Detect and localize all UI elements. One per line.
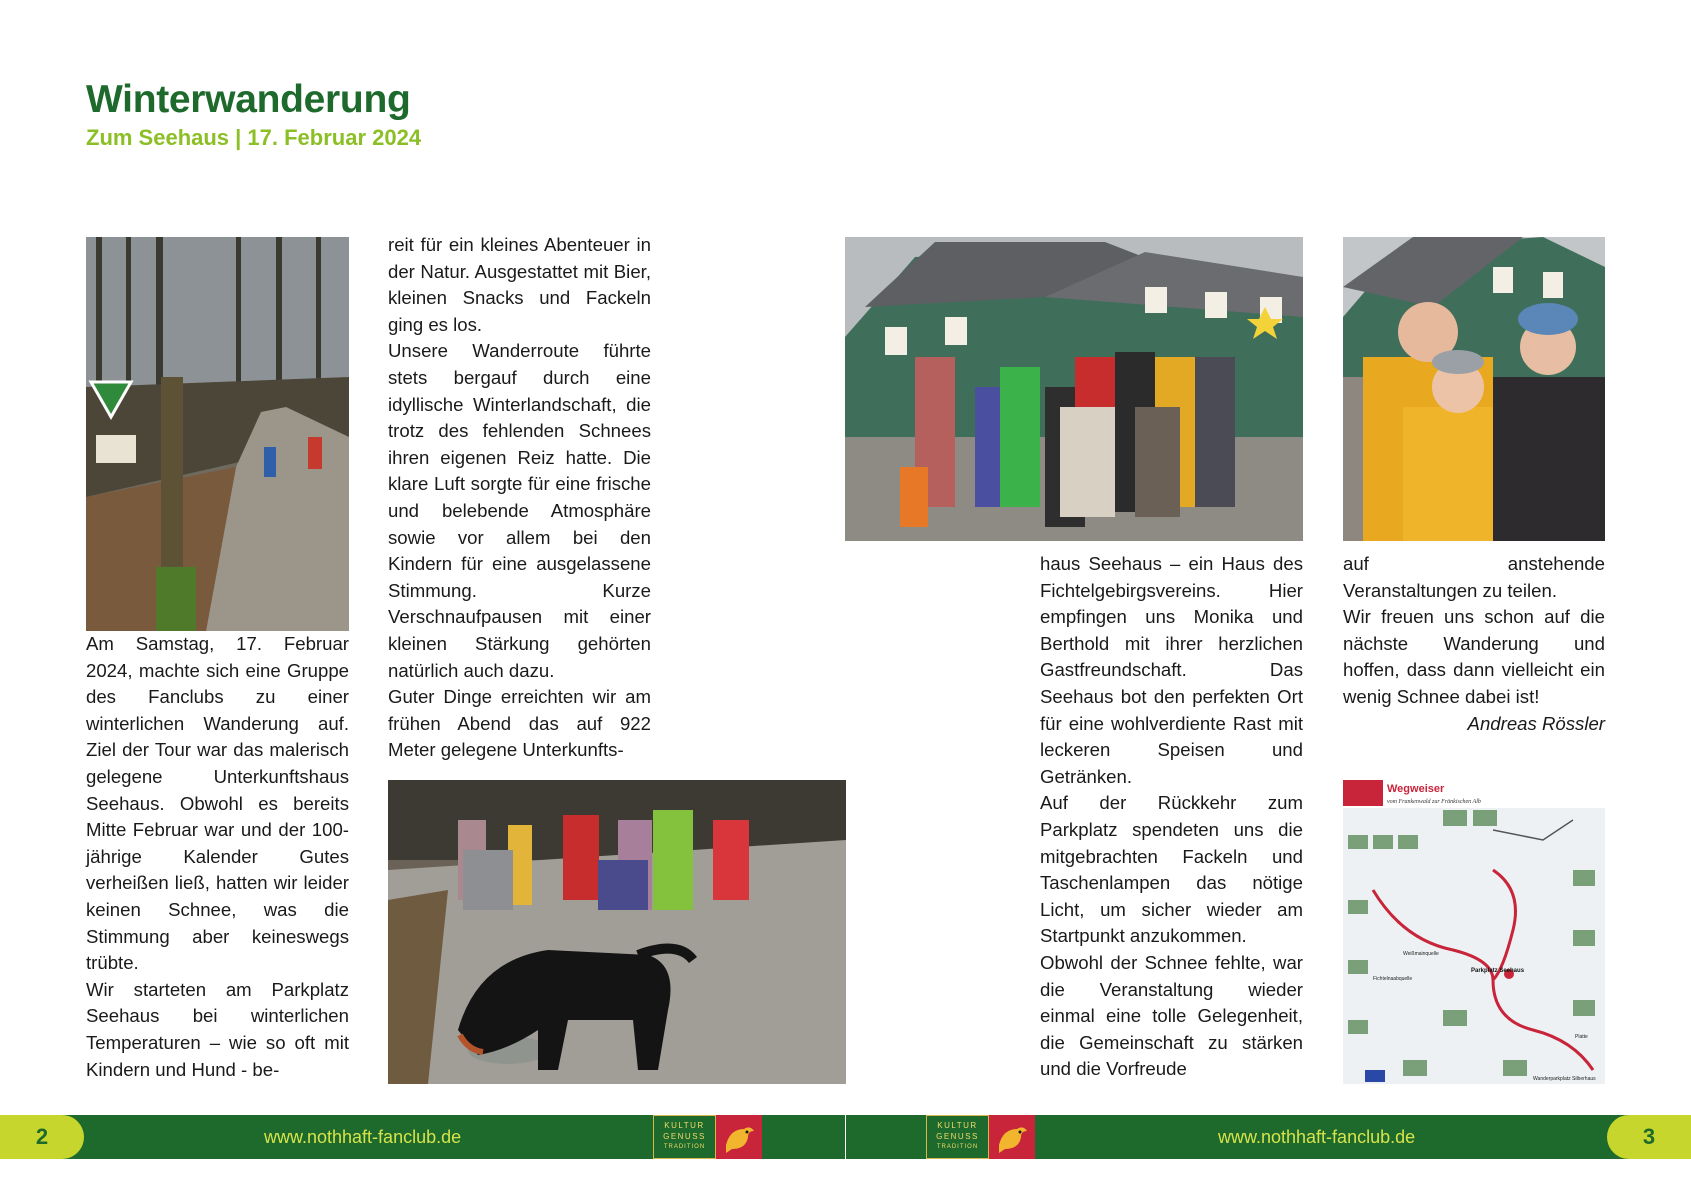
author-name: Andreas Rössler: [1467, 712, 1605, 734]
page-subtitle: Zum Seehaus | 17. Februar 2024: [86, 125, 422, 150]
paragraph: haus Seehaus – ein Haus des Fichtelgebirgsvereins. Hier empfingen uns Monika und Berthold mit ihrer herzlichen Gastfreundschaft. Das Seehaus bot den perfekten Ort für eine wohlverdiente Rast mit leckeren Speisen und Getränken.: [1040, 553, 1303, 787]
map-sign-heading: Wegweiser: [1387, 783, 1445, 795]
article-column-1: [86, 631, 349, 1083]
article-column-3: [1040, 551, 1303, 1083]
page-title: Winterwanderung: [86, 78, 411, 121]
paragraph: Unsere Wanderroute führte stets bergauf durch eine idyllische Winterlandschaft, die trotz des fehlenden Schnees ihren eigenen Reiz hatte. Die klare Luft sorgte für eine frische und belebende Atmosphäre sowie vor allem bei den Kindern für eine ausgelassene Stimmung. Kurze Verschnaufpausen mit einer kleinen Stärkung gehörten natürlich auch dazu.: [388, 340, 651, 681]
map-label-parkplatz: Parkplatz Seehaus: [1471, 968, 1525, 974]
map-label-silberhaus: Wanderparkplatz Silberhaus: [1533, 1076, 1596, 1082]
map-label-weissmain: Weißmainquelle: [1403, 951, 1439, 957]
photo-group-seehaus: [845, 237, 1303, 541]
logo-text-line: KULTUR: [664, 1121, 705, 1130]
photo-road-dog: [388, 780, 846, 1084]
paragraph: Guter Dinge erreichten wir am frühen Abend das auf 922 Meter gelegene Unterkunfts-: [388, 686, 651, 761]
page-number-right: 3: [1607, 1115, 1691, 1159]
photo-map-sign: [1343, 780, 1605, 1084]
bird-icon: [989, 1115, 1035, 1159]
logo-kultur-genuss-left: [653, 1115, 762, 1159]
paragraph: Auf der Rückkehr zum Parkplatz spendeten uns die mitgebrachten Fackeln und Taschenlampen das nötige Licht, um sicher wieder am Startpunkt anzukommen.: [1040, 792, 1303, 947]
map-sign-subheading: vom Frankenwald zur Fränkischen Alb: [1387, 799, 1481, 805]
logo-text-line: GENUSS: [663, 1132, 706, 1141]
paragraph: auf anstehende Veranstaltungen zu teilen.: [1343, 553, 1605, 601]
page-number-left: 2: [0, 1115, 84, 1159]
paragraph: Am Samstag, 17. Februar 2024, machte sich eine Gruppe des Fanclubs zu einer winterlichen Wanderung auf. Ziel der Tour war das malerisch gelegene Unterkunftshaus Seehaus. Obwohl es bereits Mitte Februar war und der 100-jährige Kalender Gutes verheißen ließ, hatten wir leider keinen Schnee, was die Stimmung aber keineswegs trübte.: [86, 633, 349, 974]
logo-text-line: KULTUR: [937, 1121, 978, 1130]
logo-text-line: GENUSS: [936, 1132, 979, 1141]
logo-kultur-genuss-right: [926, 1115, 1035, 1159]
paragraph: Obwohl der Schnee fehlte, war die Veranstaltung wieder einmal eine tolle Gelegenheit, die Gemeinschaft zu stärken und die Vorfreude: [1040, 951, 1303, 1080]
photo-three-people: [1343, 237, 1605, 541]
article-column-2: [388, 232, 651, 764]
article-column-4: [1343, 551, 1605, 737]
photo-forest-path: [86, 237, 349, 631]
footer-url-left[interactable]: www.nothhaft-fanclub.de: [264, 1126, 462, 1147]
paragraph: Wir starteten am Parkplatz Seehaus bei winterlichen Temperaturen – wie so oft mit Kindern und Hund - be-: [86, 978, 349, 1080]
footer-url-right[interactable]: www.nothhaft-fanclub.de: [1218, 1126, 1416, 1147]
map-label-fichtelnaab: Fichtelnaabquelle: [1373, 976, 1413, 982]
bird-icon: [716, 1115, 762, 1159]
logo-text-line: TRADITION: [663, 1144, 706, 1150]
paragraph: reit für ein kleines Abenteuer in der Natur. Ausgestattet mit Bier, kleinen Snacks und Fackeln ging es los.: [388, 234, 651, 335]
paragraph: Wir freuen uns schon auf die nächste Wanderung und hoffen, dass dann vielleicht ein wenig Schnee dabei ist!: [1343, 606, 1605, 707]
logo-text-line: TRADITION: [936, 1144, 979, 1150]
map-label-platte: Platte: [1575, 1034, 1588, 1040]
